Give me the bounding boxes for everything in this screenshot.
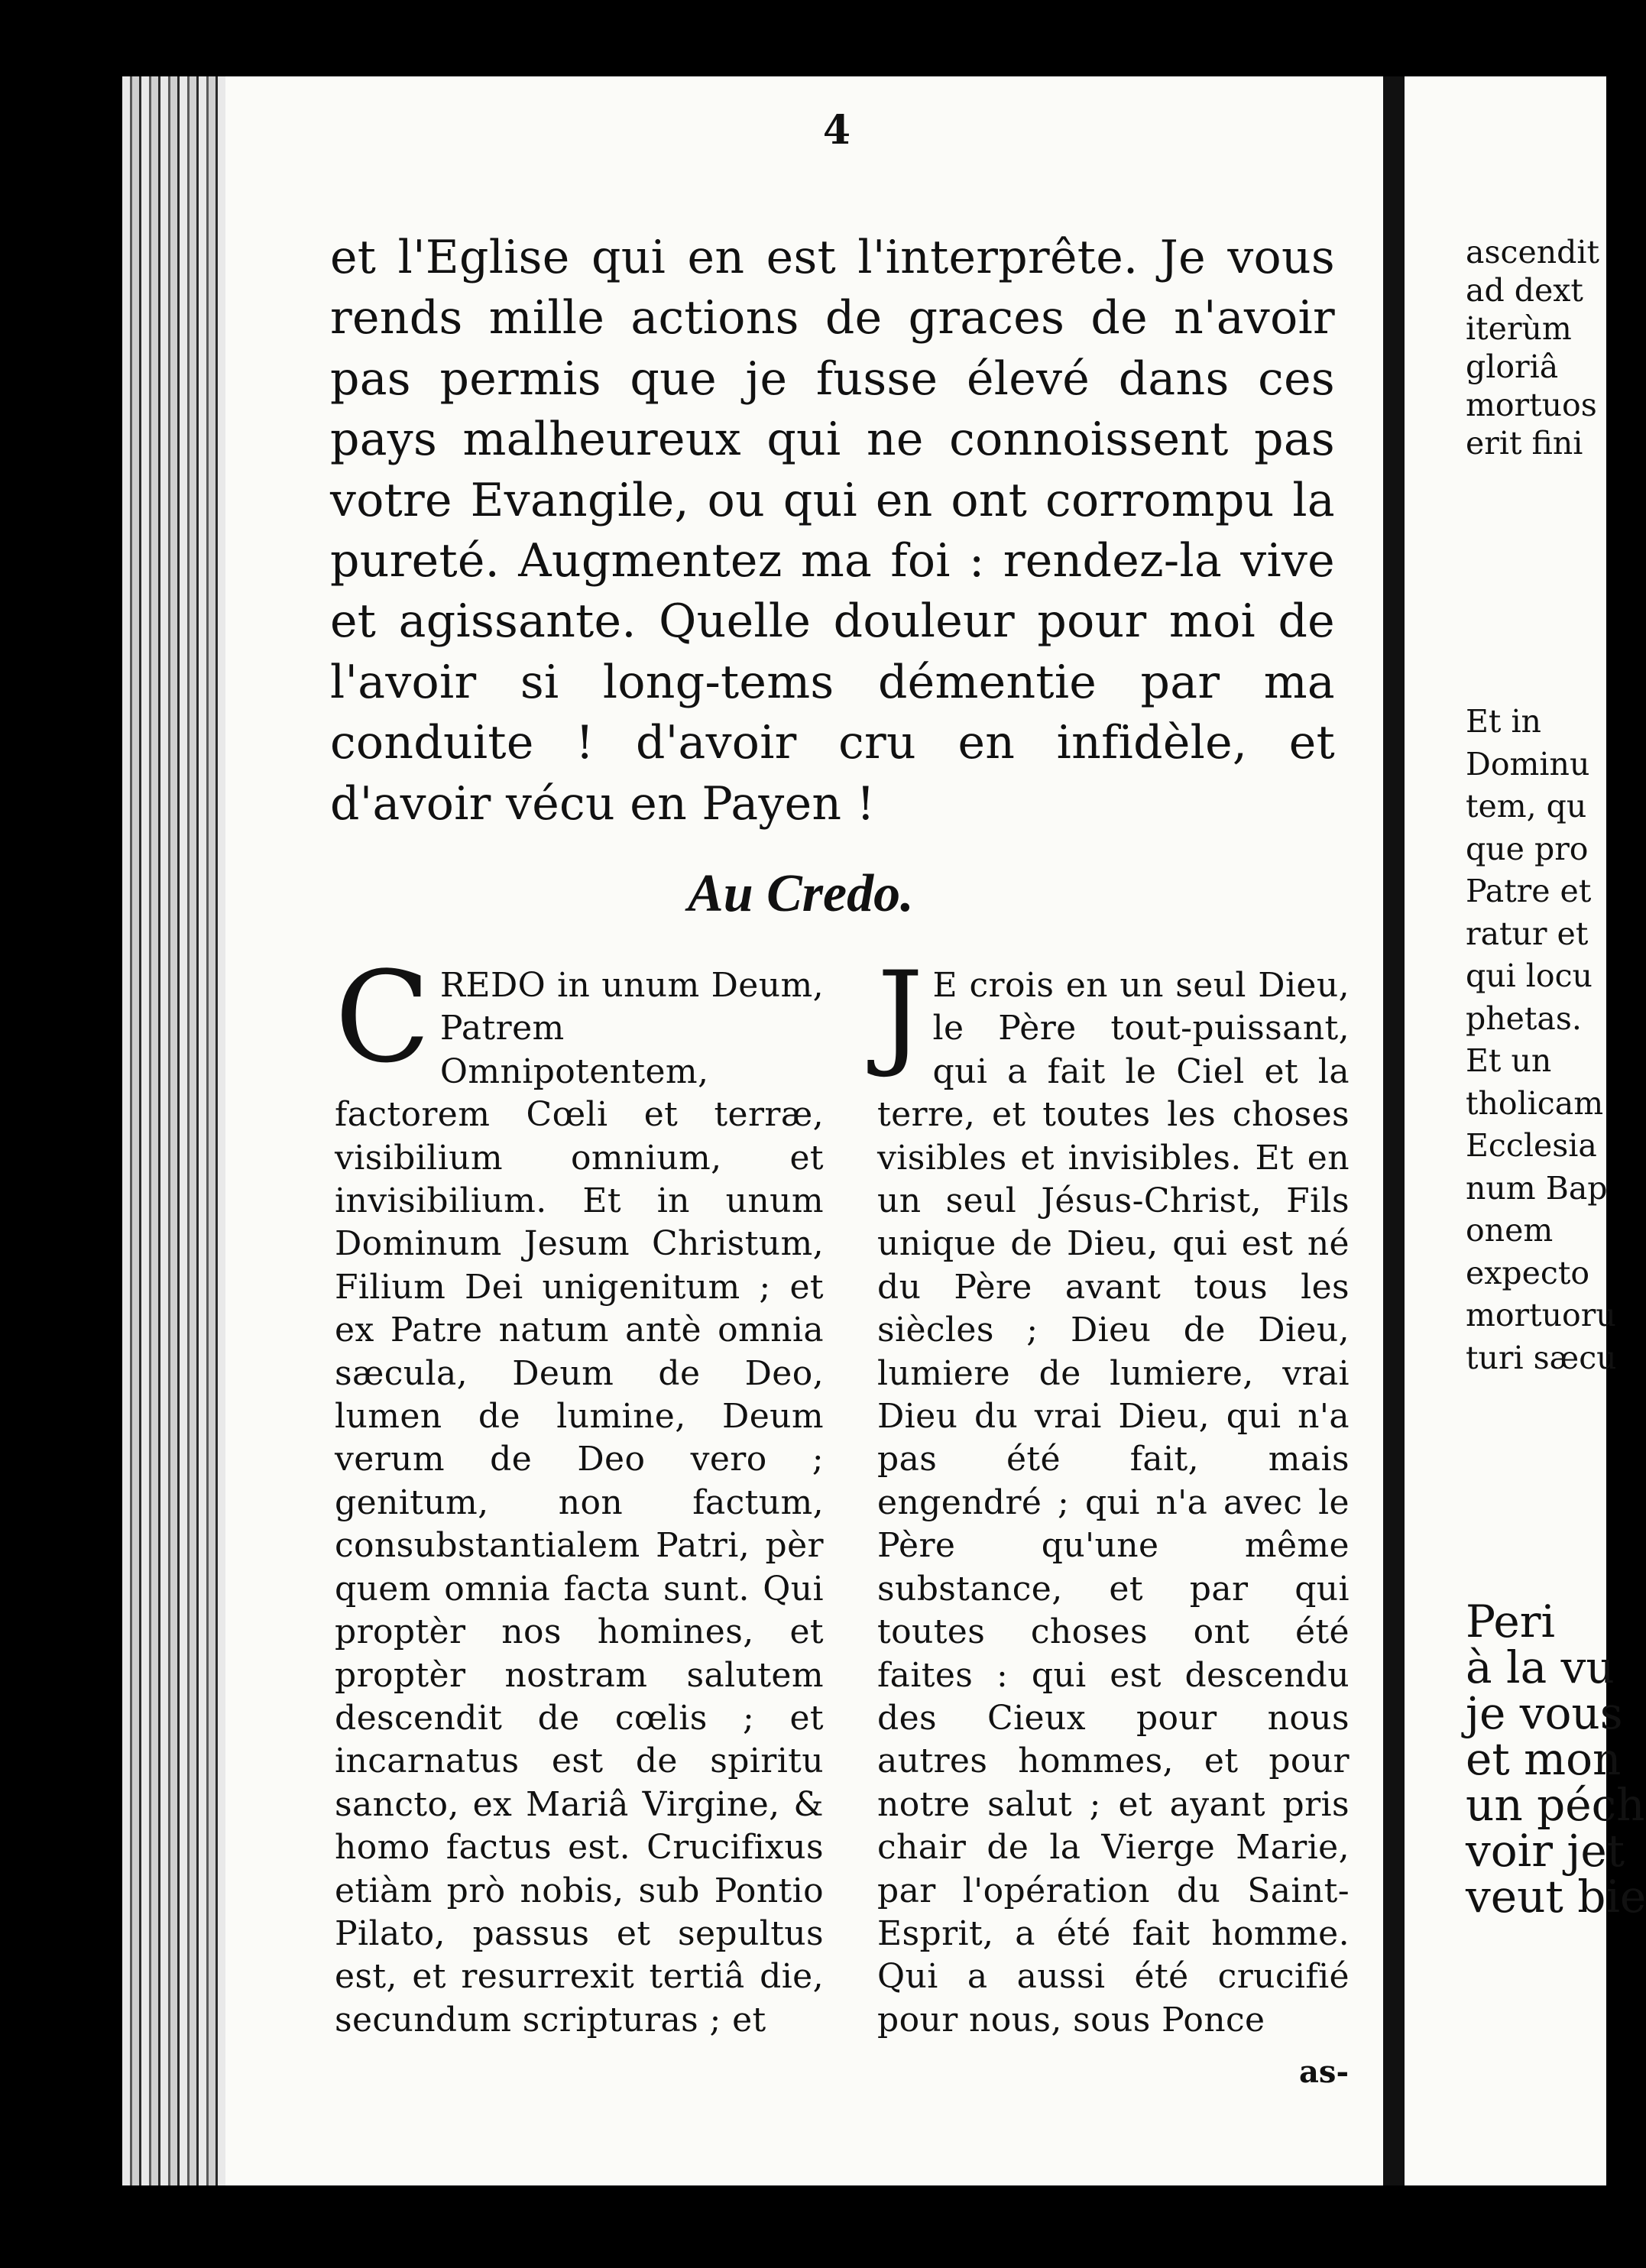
latin-credo-text: REDO in unum Deum, Patrem Omnipotentem, factorem Cœli et terræ, visibilium omnium, et invisibilium. Et in unum Dominum Jesum Christum, Filium Dei unigenitum ; et ex Patre natum antè omnia sæcula, Deum de Deo, lumen de lumine, Deum verum de Deo vero ; genitum, non factum, consubstantialem Patri, pèr quem omnia facta sunt. Qui proptèr nos homines, et proptèr nostram salutem descendit de cœlis ; et incarnatus est de spiritu sancto, ex Mariâ Virgine, & homo factus est. Crucifixus etiàm prò nobis, sub Pontio Pilato, passus et sepultus est, et resurrexit tertiâ die, secundum scripturas ; et — [335, 966, 824, 2040]
right-page-line: mortuoru — [1466, 1297, 1616, 1333]
right-page-line: gloriâ — [1466, 348, 1559, 385]
right-page-line: et mon — [1466, 1733, 1622, 1785]
right-page-line: expecto — [1466, 1254, 1590, 1291]
right-page-line: à la vu — [1466, 1641, 1615, 1693]
right-page-line: erit fini — [1466, 425, 1583, 462]
french-dropcap: J — [877, 948, 924, 1081]
right-page-line: onem — [1466, 1212, 1554, 1249]
book-gutter — [1383, 76, 1405, 2185]
right-page-line: Et un — [1466, 1042, 1552, 1079]
prayer-paragraph: et l'Eglise qui en est l'interprête. Je vous rends mille actions de graces de n'avoir pas permis que je fusse élevé dans ces pays malheureux qui ne connoissent pas votre Evangile, ou qui en ont corrompu la pureté. Augmentez ma foi : rendez-la vive et agissante. Quelle douleur pour moi de l'avoir si long-tems démentie par ma conduite ! d'avoir cru en infidèle, et d'avoir vécu en Payen ! — [330, 231, 1335, 831]
right-page-line: un péch — [1466, 1779, 1645, 1831]
right-page-line: ad dext — [1466, 272, 1583, 309]
right-page-line: Dominu — [1466, 745, 1590, 782]
right-page-line: Et in — [1466, 703, 1541, 740]
latin-column — [335, 944, 824, 2042]
right-page-line: num Bap — [1466, 1169, 1608, 1207]
right-page-line: que pro — [1466, 830, 1589, 867]
section-heading: Au Credo. — [688, 864, 914, 923]
right-page-line: turi sæcu — [1466, 1339, 1617, 1376]
right-page-line: Ecclesia — [1466, 1127, 1597, 1164]
right-page-line: tem, qu — [1466, 788, 1587, 825]
right-page-line: ascendit — [1466, 234, 1599, 271]
right-page-line: mortuos — [1466, 387, 1597, 423]
page-edges — [122, 76, 225, 2185]
right-page-line: Patre et — [1466, 873, 1592, 909]
page-number: 4 — [822, 107, 851, 154]
right-page-line: iterùm — [1466, 310, 1572, 347]
catchword: as- — [1299, 2054, 1350, 2090]
right-page-line: phetas. — [1466, 1000, 1582, 1037]
french-credo-text: E crois en un seul Dieu, le Père tout-puissant, qui a fait le Ciel et la terre, et toutes les choses visibles et invisibles. Et en un seul Jésus-Christ, Fils unique de Dieu, qui est né du Père avant tous les siècles ; Dieu de Dieu, lumiere de lumiere, vrai Dieu du vrai Dieu, qui n'a pas été fait, mais engendré ; qui n'a avec le Père qu'une même substance, et par qui toutes choses ont été faites : qui est descendu des Cieux pour nous autres hommes, et pour notre salut ; et ayant pris chair de la Vierge Marie, par l'opération du Saint-Esprit, a été fait homme. Qui a aussi été crucifié pour nous, sous Ponce — [877, 966, 1350, 2040]
right-page-line: je vous — [1466, 1687, 1623, 1739]
right-page-line: voir jet — [1466, 1825, 1625, 1877]
latin-dropcap: C — [335, 944, 431, 1090]
right-page-line: tholicam — [1466, 1084, 1604, 1122]
right-page-line: Peri — [1466, 1596, 1556, 1648]
right-page-line: veut bie — [1466, 1871, 1646, 1923]
french-column — [877, 948, 1350, 2042]
right-page-line: ratur et — [1466, 915, 1589, 952]
right-page-line: qui locu — [1466, 957, 1593, 994]
